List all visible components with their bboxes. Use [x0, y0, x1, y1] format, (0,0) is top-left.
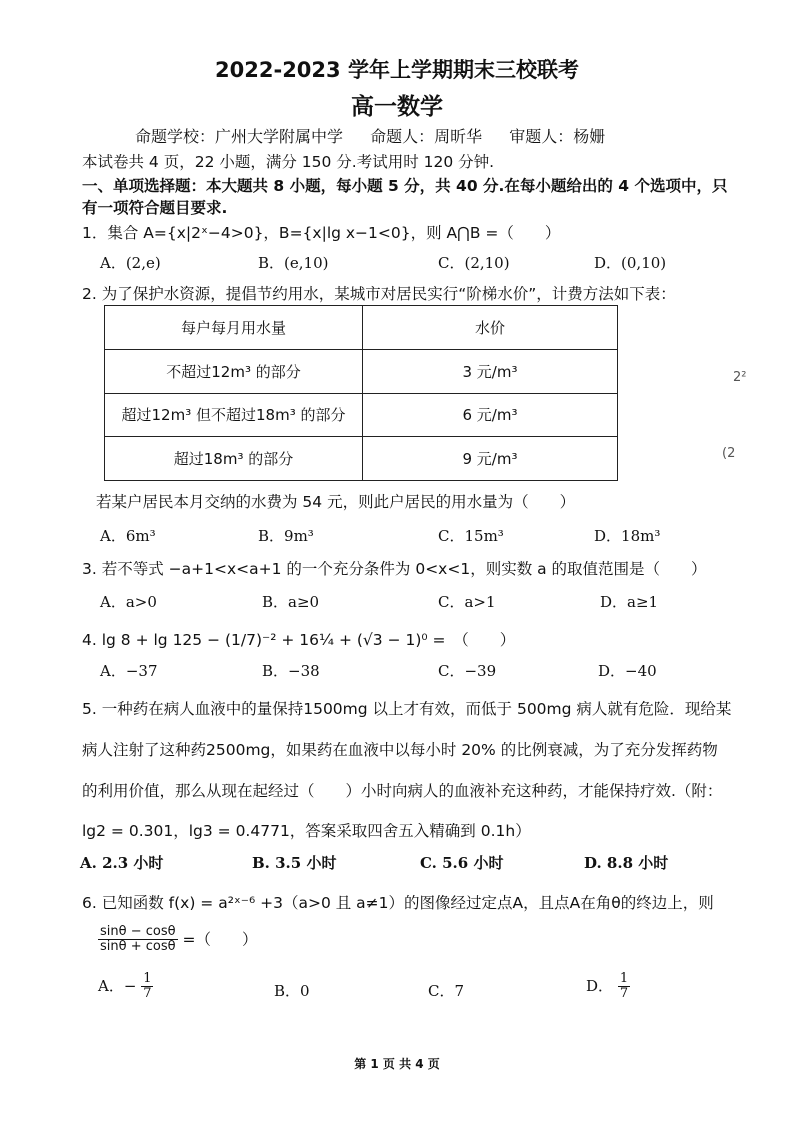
q6-fraction-numerator: sinθ − cosθ [100, 924, 176, 939]
q5-option-d: D. 8.8 小时 [584, 854, 669, 872]
q4-option-a: A．−37 [100, 662, 158, 680]
table-cell: 超过12m³ 但不超过18m³ 的部分 [105, 393, 363, 437]
stray-mark: (2 [722, 446, 736, 461]
table-row [105, 393, 618, 437]
table-header-usage: 每户每月用水量 [105, 306, 363, 350]
q4-option-c: C．−39 [438, 662, 497, 680]
q6-option-b: B．0 [274, 982, 310, 1000]
q5-option-c: C. 5.6 小时 [420, 854, 504, 872]
q5-line3: 的利用价值，那么从现在起经过（ ）小时向病人的血液补充这种药，才能保持疗效.（附： [82, 782, 723, 800]
q2-option-b: B．9m³ [258, 527, 314, 545]
table-row [105, 306, 618, 350]
table-cell: 不超过12m³ 的部分 [105, 349, 363, 393]
q3-stem: 3. 若不等式 −a+1<x<a+1 的一个充分条件为 0<x<1，则实数 a 的取值范围是（ ） [82, 560, 707, 578]
exam-author: 命题人：周昕华 [370, 127, 483, 146]
q5-option-a: A. 2.3 小时 [80, 854, 164, 872]
q2-follow: 若某户居民本月交纳的水费为 54 元，则此户居民的用水量为（ ） [96, 493, 576, 511]
stray-mark: 2² [733, 370, 747, 385]
q5-line2: 病人注射了这种药2500mg，如果药在血液中以每小时 20% 的比例衰减，为了充分发挥药物 [82, 741, 718, 759]
exam-intro: 本试卷共 4 页，22 小题，满分 150 分.考试用时 120 分钟. [82, 153, 495, 171]
q6-fraction [98, 925, 178, 955]
table-header-price: 水价 [363, 306, 618, 350]
table-cell: 3 元/m³ [363, 349, 618, 393]
q6-option-a-prefix: A．− [98, 976, 137, 995]
q2-stem: 2. 为了保护水资源，提倡节约用水，某城市对居民实行“阶梯水价”，计费方法如下表： [82, 285, 676, 303]
q5-line1: 5. 一种药在病人血液中的量保持1500mg 以上才有效，而低于 500mg 病人就有危险．现给某 [82, 700, 732, 718]
fraction-denominator: 7 [143, 986, 152, 1002]
q3-option-a: A．a>0 [100, 593, 157, 611]
q3-option-c: C．a>1 [438, 593, 496, 611]
q3-options [0, 591, 794, 613]
q2-option-d: D．18m³ [594, 527, 661, 545]
q2-options [0, 525, 794, 547]
q4-option-d: D．−40 [598, 662, 657, 680]
q6-option-c: C．7 [428, 982, 465, 1000]
table-cell: 9 元/m³ [363, 437, 618, 481]
q1-options [0, 252, 794, 274]
q6-fraction-denominator: sinθ + cosθ [100, 939, 176, 955]
exam-subject: 高一数学 [351, 94, 443, 120]
fraction-numerator: 1 [143, 971, 152, 986]
q1-stem: 1．集合 A={x|2ˣ−4>0}，B={x|lg x−1<0}，则 A⋂B =（ ） [82, 224, 561, 242]
q1-option-a: A．(2,e) [100, 254, 161, 272]
q1-option-b: B．(e,10) [258, 254, 329, 272]
fraction-numerator: 1 [619, 971, 629, 986]
page-footer: 第 1 页 共 4 页 [354, 1057, 440, 1071]
exam-reviewer: 审题人：杨姗 [509, 127, 606, 146]
table-cell: 6 元/m³ [363, 393, 618, 437]
q6-option-d-fraction [618, 972, 630, 1002]
q1-option-c: C．(2,10) [438, 254, 510, 272]
table-cell: 超过18m³ 的部分 [105, 437, 363, 481]
table-row [105, 349, 618, 393]
exam-title: 2022-2023 学年上学期期末三校联考 [215, 58, 579, 82]
table-row [105, 437, 618, 481]
q6-options [0, 972, 794, 1012]
exam-school: 命题学校：广州大学附属中学 [135, 127, 344, 146]
q6-stem: 6. 已知函数 f(x) = a²ˣ⁻⁶ +3（a>0 且 a≠1）的图像经过定点A，且点A在角θ的终边上，则 [82, 894, 714, 912]
q5-options [0, 852, 794, 874]
q5-line4: lg2 = 0.301，lg3 = 0.4771，答案采取四舍五入精确到 0.1h） [82, 822, 531, 840]
q6-option-a-fraction [141, 972, 153, 1002]
q6-option-d [586, 972, 630, 1002]
q5-option-b: B. 3.5 小时 [252, 854, 337, 872]
section1-line2: 有一项符合题目要求. [82, 199, 228, 217]
q3-option-b: B．a≥0 [262, 593, 320, 611]
section1-line1: 一、单项选择题：本大题共 8 小题，每小题 5 分，共 40 分.在每小题给出的 4 个选项中，只 [82, 177, 728, 195]
q4-stem: 4. lg 8 + lg 125 − (1/7)⁻² + 16¼ + (√3 − 1)⁰ = （ ） [82, 631, 516, 649]
water-price-table [104, 305, 618, 481]
q6-option-d-prefix: D． [586, 976, 614, 995]
q1-option-d: D．(0,10) [594, 254, 667, 272]
q4-options [0, 660, 794, 682]
q6-option-a [98, 972, 153, 1002]
q2-option-a: A．6m³ [100, 527, 156, 545]
q4-option-b: B．−38 [262, 662, 320, 680]
q3-option-d: D．a≥1 [600, 593, 659, 611]
exam-meta [135, 124, 627, 147]
q6-fraction-expr [98, 925, 258, 955]
fraction-denominator: 7 [619, 986, 629, 1002]
q2-option-c: C．15m³ [438, 527, 504, 545]
q6-fraction-tail: =（ ） [182, 930, 258, 949]
